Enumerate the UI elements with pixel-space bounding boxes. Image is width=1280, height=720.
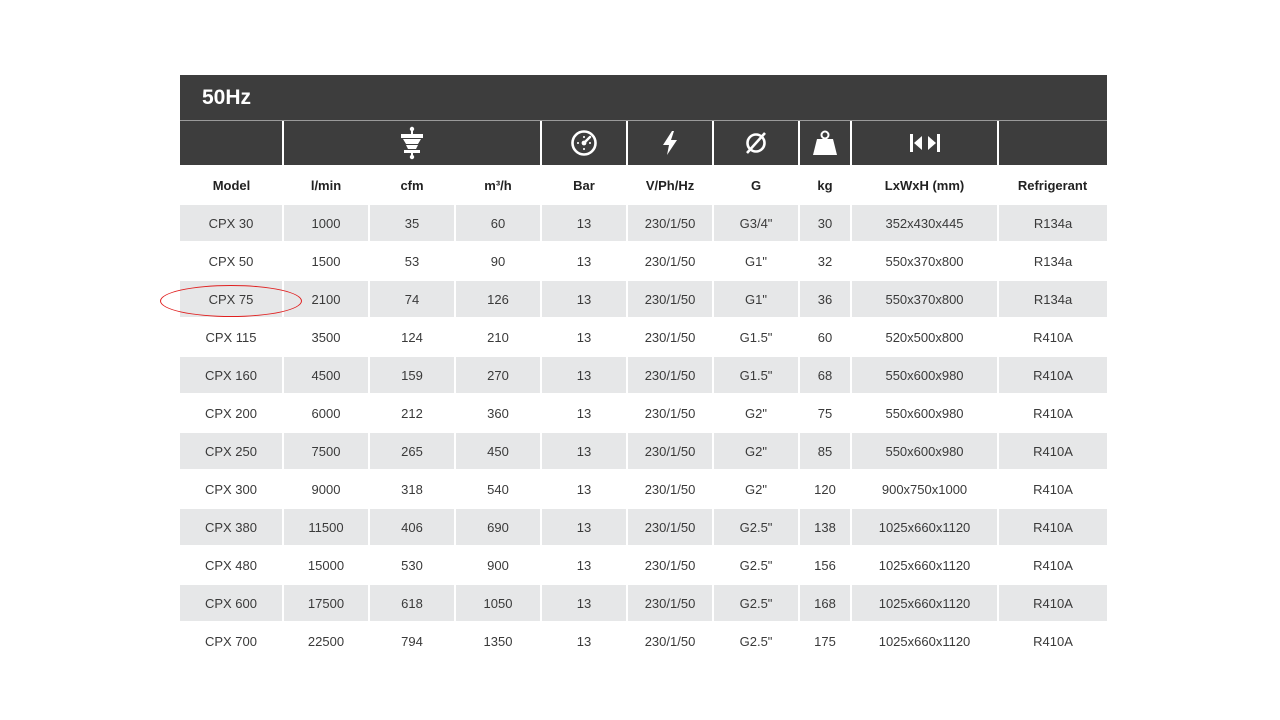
table-row	[180, 318, 1107, 356]
table-cell: G2.5"	[713, 546, 799, 584]
dimensions-icon	[851, 121, 998, 165]
spec-table-container	[180, 75, 1107, 661]
table-cell: 138	[799, 508, 851, 546]
table-row	[180, 205, 1107, 242]
compressor-icon	[283, 121, 541, 165]
column-header: Bar	[573, 177, 595, 193]
table-cell: 30	[799, 205, 851, 242]
column-header: Model	[212, 177, 251, 193]
table-cell: 230/1/50	[627, 584, 713, 622]
table-cell: R410A	[998, 318, 1107, 356]
table-cell: 3500	[283, 318, 369, 356]
table-cell: R410A	[998, 432, 1107, 470]
table-cell: 13	[541, 432, 627, 470]
table-cell: 1025x660x1120	[851, 546, 998, 584]
table-row	[180, 584, 1107, 622]
table-row	[180, 356, 1107, 394]
column-header-row	[180, 165, 1107, 205]
table-cell: 230/1/50	[627, 546, 713, 584]
table-cell: 75	[799, 394, 851, 432]
table-cell: R410A	[998, 470, 1107, 508]
table-cell: 175	[799, 622, 851, 660]
model-cell: CPX 50	[180, 242, 283, 280]
table-cell: 540	[455, 470, 541, 508]
table-cell: 36	[799, 280, 851, 318]
table-cell: 2100	[283, 280, 369, 318]
table-row	[180, 432, 1107, 470]
table-cell: 17500	[283, 584, 369, 622]
table-cell: 520x500x800	[851, 318, 998, 356]
table-cell: 550x600x980	[851, 432, 998, 470]
model-cell: CPX 160	[180, 356, 283, 394]
table-cell: 318	[369, 470, 455, 508]
table-cell: 230/1/50	[627, 280, 713, 318]
table-cell: 7500	[283, 432, 369, 470]
model-cell: CPX 700	[180, 622, 283, 660]
column-header: LxWxH (mm)	[884, 177, 965, 193]
model-cell: CPX 600	[180, 584, 283, 622]
table-cell: G1.5"	[713, 356, 799, 394]
column-header: m³/h	[484, 177, 512, 193]
model-cell: CPX 30	[180, 205, 283, 242]
table-cell: 1050	[455, 584, 541, 622]
table-cell: 159	[369, 356, 455, 394]
table-cell: G1.5"	[713, 318, 799, 356]
column-header: kg	[817, 177, 833, 193]
table-cell: 15000	[283, 546, 369, 584]
weight-icon	[799, 121, 851, 165]
lightning-icon	[627, 121, 713, 165]
table-cell: G2.5"	[713, 508, 799, 546]
table-cell: R134a	[998, 205, 1107, 242]
table-cell: 13	[541, 280, 627, 318]
table-cell: 352x430x445	[851, 205, 998, 242]
model-cell: CPX 250	[180, 432, 283, 470]
table-cell: 230/1/50	[627, 205, 713, 242]
table-row	[180, 280, 1107, 318]
table-cell: R410A	[998, 394, 1107, 432]
table-cell: 230/1/50	[627, 242, 713, 280]
table-cell: 168	[799, 584, 851, 622]
table-cell: 1025x660x1120	[851, 622, 998, 660]
model-cell: CPX 480	[180, 546, 283, 584]
column-header: G	[750, 177, 762, 193]
gauge-icon	[541, 121, 627, 165]
diameter-icon	[713, 121, 799, 165]
table-cell: R410A	[998, 546, 1107, 584]
table-cell: 13	[541, 205, 627, 242]
table-cell: 900	[455, 546, 541, 584]
model-cell: CPX 200	[180, 394, 283, 432]
table-row	[180, 242, 1107, 280]
table-cell: 1025x660x1120	[851, 584, 998, 622]
table-cell: 13	[541, 508, 627, 546]
table-cell: 4500	[283, 356, 369, 394]
table-cell: 13	[541, 356, 627, 394]
table-cell: 230/1/50	[627, 356, 713, 394]
table-cell: 74	[369, 280, 455, 318]
table-cell: 230/1/50	[627, 622, 713, 660]
table-cell: 550x370x800	[851, 280, 998, 318]
table-row	[180, 508, 1107, 546]
icon-header-row	[180, 121, 1107, 165]
table-cell: R134a	[998, 242, 1107, 280]
table-cell: G3/4"	[713, 205, 799, 242]
model-cell: CPX 300	[180, 470, 283, 508]
table-cell: 13	[541, 546, 627, 584]
table-cell: 550x370x800	[851, 242, 998, 280]
table-cell: 68	[799, 356, 851, 394]
table-cell: R410A	[998, 356, 1107, 394]
table-cell: 270	[455, 356, 541, 394]
table-cell: 265	[369, 432, 455, 470]
table-cell: 85	[799, 432, 851, 470]
column-header: l/min	[310, 177, 342, 193]
model-cell: CPX 115	[180, 318, 283, 356]
table-cell: 1025x660x1120	[851, 508, 998, 546]
table-cell: 230/1/50	[627, 508, 713, 546]
table-cell: 9000	[283, 470, 369, 508]
column-header: cfm	[400, 177, 424, 193]
table-cell: 406	[369, 508, 455, 546]
table-cell: R410A	[998, 508, 1107, 546]
table-cell: G2"	[713, 432, 799, 470]
table-cell: 53	[369, 242, 455, 280]
table-row	[180, 470, 1107, 508]
table-cell: R410A	[998, 584, 1107, 622]
table-body	[180, 205, 1107, 660]
table-cell: 126	[455, 280, 541, 318]
table-cell: G1"	[713, 242, 799, 280]
table-cell: 13	[541, 622, 627, 660]
table-row	[180, 546, 1107, 584]
table-cell: 1350	[455, 622, 541, 660]
table-cell: R134a	[998, 280, 1107, 318]
table-cell: 690	[455, 508, 541, 546]
table-cell: 32	[799, 242, 851, 280]
table-cell: 35	[369, 205, 455, 242]
table-cell: 60	[455, 205, 541, 242]
model-cell: CPX 380	[180, 508, 283, 546]
table-cell: 90	[455, 242, 541, 280]
table-cell: 13	[541, 242, 627, 280]
table-cell: 900x750x1000	[851, 470, 998, 508]
table-cell: 212	[369, 394, 455, 432]
table-cell: 13	[541, 394, 627, 432]
model-cell: CPX 75	[180, 280, 283, 318]
table-cell: 120	[799, 470, 851, 508]
table-cell: 794	[369, 622, 455, 660]
table-cell: 124	[369, 318, 455, 356]
table-cell: 1500	[283, 242, 369, 280]
table-cell: R410A	[998, 622, 1107, 660]
table-cell: 22500	[283, 622, 369, 660]
icon-cell-empty-end	[998, 121, 1107, 165]
table-cell: 618	[369, 584, 455, 622]
table-cell: 6000	[283, 394, 369, 432]
frequency-title: 50Hz	[180, 75, 1107, 121]
table-cell: 210	[455, 318, 541, 356]
table-cell: 550x600x980	[851, 356, 998, 394]
table-cell: 230/1/50	[627, 432, 713, 470]
table-cell: 450	[455, 432, 541, 470]
column-header: V/Ph/Hz	[645, 177, 695, 193]
table-row	[180, 394, 1107, 432]
icon-cell-empty	[180, 121, 283, 165]
table-cell: 156	[799, 546, 851, 584]
table-cell: 230/1/50	[627, 318, 713, 356]
table-row	[180, 622, 1107, 660]
column-header: Refrigerant	[1017, 177, 1088, 193]
table-cell: 13	[541, 470, 627, 508]
table-cell: 230/1/50	[627, 470, 713, 508]
spec-table	[180, 121, 1107, 661]
table-cell: 230/1/50	[627, 394, 713, 432]
table-cell: G2.5"	[713, 584, 799, 622]
table-cell: 60	[799, 318, 851, 356]
table-cell: G2.5"	[713, 622, 799, 660]
table-cell: 11500	[283, 508, 369, 546]
table-cell: 550x600x980	[851, 394, 998, 432]
table-cell: G2"	[713, 394, 799, 432]
table-cell: 360	[455, 394, 541, 432]
table-cell: G1"	[713, 280, 799, 318]
table-cell: G2"	[713, 470, 799, 508]
table-cell: 530	[369, 546, 455, 584]
table-cell: 1000	[283, 205, 369, 242]
table-cell: 13	[541, 584, 627, 622]
table-cell: 13	[541, 318, 627, 356]
